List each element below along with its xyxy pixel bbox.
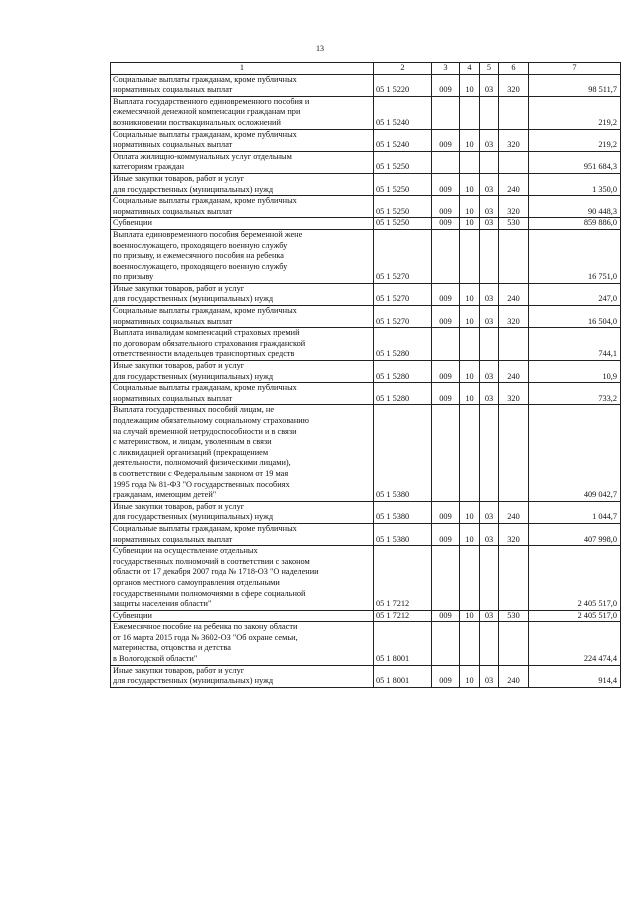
cell-department [432, 546, 460, 611]
name-line: нормативных социальных выплат [113, 393, 233, 403]
table-row [111, 218, 621, 230]
cell-subsection: 03 [480, 218, 499, 230]
name-line: военнослужащего, проходящего военную службу [113, 240, 288, 250]
name-line: нормативных социальных выплат [113, 85, 233, 95]
table-row [111, 405, 621, 501]
cell-expense-type: 320 [499, 74, 529, 96]
cell-name [111, 383, 374, 405]
name-line: для государственных (муниципальных) нужд [113, 371, 274, 381]
cell-amount: 98 511,7 [529, 74, 621, 96]
cell-department: 009 [432, 196, 460, 218]
table-row [111, 306, 621, 328]
column-header: 3 [432, 63, 460, 75]
cell-section: 10 [460, 196, 480, 218]
cell-amount: 744,1 [529, 328, 621, 361]
cell-name [111, 523, 374, 545]
name-line: Социальные выплаты гражданам, кроме публичных [113, 383, 297, 393]
cell-subsection [480, 405, 499, 501]
name-line: материнства, отцовства и детства [113, 643, 231, 653]
name-line: для государственных (муниципальных) нужд [113, 184, 274, 194]
cell-section [460, 328, 480, 361]
name-line: деятельности, полномочий физическими лицами), [113, 458, 291, 468]
cell-name [111, 229, 374, 283]
cell-section [460, 405, 480, 501]
column-header: 2 [374, 63, 432, 75]
name-line: в соответствии с Федеральным законом от 19 мая [113, 468, 289, 478]
table-row [111, 173, 621, 195]
cell-subsection: 03 [480, 501, 499, 523]
cell-name [111, 74, 374, 96]
cell-amount: 2 405 517,0 [529, 610, 621, 622]
name-line: категориям граждан [113, 162, 185, 172]
cell-name [111, 196, 374, 218]
name-line: Выплата инвалидам компенсаций страховых премий [113, 328, 300, 338]
name-line: Социальные выплаты гражданам, кроме публичных [113, 196, 297, 206]
cell-subsection: 03 [480, 361, 499, 383]
table-row [111, 361, 621, 383]
cell-target-article: 05 1 5250 [374, 151, 432, 173]
table-row [111, 665, 621, 687]
cell-target-article: 05 1 5250 [374, 196, 432, 218]
name-line: нормативных социальных выплат [113, 316, 233, 326]
cell-name [111, 328, 374, 361]
cell-name [111, 610, 374, 622]
cell-section: 10 [460, 306, 480, 328]
cell-amount: 733,2 [529, 383, 621, 405]
cell-expense-type: 320 [499, 523, 529, 545]
cell-section: 10 [460, 218, 480, 230]
cell-target-article: 05 1 5250 [374, 218, 432, 230]
name-line: для государственных (муниципальных) нужд [113, 676, 274, 686]
cell-name [111, 665, 374, 687]
cell-section: 10 [460, 173, 480, 195]
cell-name [111, 129, 374, 151]
cell-expense-type [499, 96, 529, 129]
name-line: Оплата жилищно-коммунальных услуг отдельным [113, 151, 292, 161]
cell-subsection: 03 [480, 74, 499, 96]
name-line: Субвенции [113, 610, 152, 620]
cell-subsection: 03 [480, 306, 499, 328]
table-row [111, 283, 621, 305]
cell-amount: 1 350,0 [529, 173, 621, 195]
name-line: государственными полномочиями в сфере социальной [113, 588, 306, 598]
name-line: Социальные выплаты гражданам, кроме публичных [113, 129, 297, 139]
cell-department: 009 [432, 501, 460, 523]
cell-department: 009 [432, 610, 460, 622]
cell-expense-type [499, 229, 529, 283]
cell-target-article: 05 1 5380 [374, 405, 432, 501]
cell-target-article: 05 1 8001 [374, 622, 432, 665]
cell-department: 009 [432, 74, 460, 96]
cell-expense-type [499, 328, 529, 361]
table-row [111, 196, 621, 218]
name-line: Иные закупки товаров, работ и услуг [113, 665, 245, 675]
cell-section: 10 [460, 383, 480, 405]
name-line: Выплата государственных пособий лицам, не [113, 405, 275, 415]
cell-target-article: 05 1 5280 [374, 328, 432, 361]
cell-target-article: 05 1 5240 [374, 129, 432, 151]
cell-target-article: 05 1 5270 [374, 229, 432, 283]
name-line: с материнством, и лицам, уволенным в связи [113, 437, 272, 447]
cell-amount: 247,0 [529, 283, 621, 305]
name-line: Социальные выплаты гражданам, кроме публичных [113, 306, 297, 316]
name-line: ежемесячной денежной компенсации гражданам при [113, 107, 301, 117]
name-line: по договорам обязательного страхования гражданской [113, 338, 306, 348]
table-row [111, 610, 621, 622]
name-line: от 16 марта 2015 года № 3602-ОЗ "Об охране семьи, [113, 632, 298, 642]
cell-expense-type: 320 [499, 306, 529, 328]
cell-expense-type [499, 151, 529, 173]
cell-amount: 951 684,3 [529, 151, 621, 173]
column-header: 5 [480, 63, 499, 75]
cell-department [432, 96, 460, 129]
cell-target-article: 05 1 5380 [374, 523, 432, 545]
cell-expense-type: 320 [499, 196, 529, 218]
cell-expense-type: 530 [499, 610, 529, 622]
cell-amount: 859 886,0 [529, 218, 621, 230]
name-line: Субвенции на осуществление отдельных [113, 546, 258, 556]
cell-expense-type: 240 [499, 173, 529, 195]
cell-subsection: 03 [480, 129, 499, 151]
cell-subsection: 03 [480, 610, 499, 622]
name-line: Ежемесячное пособие на ребенка по закону области [113, 622, 298, 632]
cell-section [460, 622, 480, 665]
name-line: военнослужащего, проходящего военную службу [113, 261, 288, 271]
name-line: возникновении поствакцинальных осложнений [113, 117, 281, 127]
cell-department [432, 328, 460, 361]
name-line: Выплата единовременного пособия беременной жене [113, 229, 303, 239]
cell-expense-type: 240 [499, 501, 529, 523]
name-line: на случай временной нетрудоспособности и в связи [113, 426, 297, 436]
cell-section: 10 [460, 665, 480, 687]
cell-name [111, 306, 374, 328]
cell-target-article: 05 1 5280 [374, 361, 432, 383]
cell-department: 009 [432, 306, 460, 328]
cell-section [460, 96, 480, 129]
column-header: 4 [460, 63, 480, 75]
cell-amount: 2 405 517,0 [529, 546, 621, 611]
cell-amount: 409 042,7 [529, 405, 621, 501]
header-row [111, 63, 621, 75]
cell-target-article: 05 1 5270 [374, 306, 432, 328]
cell-subsection: 03 [480, 283, 499, 305]
cell-section: 10 [460, 74, 480, 96]
cell-section [460, 229, 480, 283]
cell-name [111, 283, 374, 305]
cell-expense-type: 240 [499, 361, 529, 383]
cell-target-article: 05 1 7212 [374, 546, 432, 611]
cell-section: 10 [460, 610, 480, 622]
name-line: защиты населения области" [113, 599, 212, 609]
table-row [111, 523, 621, 545]
cell-department [432, 622, 460, 665]
cell-target-article: 05 1 5270 [374, 283, 432, 305]
table-row [111, 129, 621, 151]
cell-target-article: 05 1 5250 [374, 173, 432, 195]
table-row [111, 229, 621, 283]
name-line: области от 17 декабря 2007 года № 1718-ОЗ "О наделении [113, 567, 319, 577]
name-line: Иные закупки товаров, работ и услуг [113, 501, 245, 511]
cell-target-article: 05 1 5220 [374, 74, 432, 96]
cell-target-article: 05 1 5280 [374, 383, 432, 405]
cell-department: 009 [432, 283, 460, 305]
cell-section [460, 546, 480, 611]
cell-department: 009 [432, 173, 460, 195]
name-line: Выплата государственного единовременного пособия и [113, 96, 310, 106]
table-row [111, 546, 621, 611]
cell-section: 10 [460, 523, 480, 545]
name-line: Социальные выплаты гражданам, кроме публичных [113, 74, 297, 84]
cell-subsection [480, 151, 499, 173]
name-line: государственных полномочий в соответствии с законом [113, 556, 310, 566]
cell-expense-type [499, 622, 529, 665]
cell-department [432, 229, 460, 283]
name-line: по призыву, и ежемесячного пособия на ребенка [113, 251, 284, 261]
name-line: гражданам, имеющим детей" [113, 490, 217, 500]
cell-expense-type: 240 [499, 665, 529, 687]
cell-subsection [480, 328, 499, 361]
table-row [111, 328, 621, 361]
cell-target-article: 05 1 5240 [374, 96, 432, 129]
cell-department: 009 [432, 383, 460, 405]
table-row [111, 96, 621, 129]
column-header: 6 [499, 63, 529, 75]
name-line: Иные закупки товаров, работ и услуг [113, 283, 245, 293]
cell-subsection: 03 [480, 173, 499, 195]
cell-subsection: 03 [480, 196, 499, 218]
cell-amount: 219,2 [529, 96, 621, 129]
cell-department: 009 [432, 523, 460, 545]
name-line: подлежащим обязательному социальному страхованию [113, 416, 309, 425]
cell-name [111, 218, 374, 230]
table-row [111, 501, 621, 523]
cell-name [111, 96, 374, 129]
cell-amount: 10,9 [529, 361, 621, 383]
cell-amount: 219,2 [529, 129, 621, 151]
cell-expense-type [499, 546, 529, 611]
name-line: с ликвидацией организаций (прекращением [113, 447, 269, 457]
cell-name [111, 405, 374, 501]
cell-name [111, 546, 374, 611]
name-line: Иные закупки товаров, работ и услуг [113, 361, 245, 371]
name-line: ответственности владельцев транспортных средств [113, 349, 295, 359]
name-line: Субвенции [113, 218, 152, 228]
cell-amount: 16 751,0 [529, 229, 621, 283]
cell-subsection [480, 229, 499, 283]
cell-amount: 16 504,0 [529, 306, 621, 328]
page-number: 13 [316, 44, 324, 53]
name-line: Социальные выплаты гражданам, кроме публичных [113, 523, 297, 533]
cell-subsection: 03 [480, 523, 499, 545]
cell-expense-type: 530 [499, 218, 529, 230]
table-row [111, 151, 621, 173]
name-line: в Вологодской области" [113, 654, 198, 664]
name-line: нормативных социальных выплат [113, 534, 233, 544]
cell-amount: 1 044,7 [529, 501, 621, 523]
name-line: Иные закупки товаров, работ и услуг [113, 173, 245, 183]
cell-target-article: 05 1 5380 [374, 501, 432, 523]
cell-section: 10 [460, 361, 480, 383]
cell-department: 009 [432, 361, 460, 383]
cell-name [111, 173, 374, 195]
cell-amount: 914,4 [529, 665, 621, 687]
cell-subsection [480, 622, 499, 665]
cell-subsection [480, 96, 499, 129]
cell-section [460, 151, 480, 173]
name-line: нормативных социальных выплат [113, 206, 233, 216]
name-line: органов местного самоуправления отдельными [113, 577, 280, 587]
cell-department [432, 151, 460, 173]
table-row [111, 622, 621, 665]
table-row [111, 383, 621, 405]
name-line: для государственных (муниципальных) нужд [113, 512, 274, 522]
cell-name [111, 501, 374, 523]
cell-name [111, 361, 374, 383]
cell-amount: 407 998,0 [529, 523, 621, 545]
cell-expense-type: 240 [499, 283, 529, 305]
cell-department: 009 [432, 665, 460, 687]
cell-subsection [480, 546, 499, 611]
cell-name [111, 151, 374, 173]
table-row [111, 74, 621, 96]
name-line: для государственных (муниципальных) нужд [113, 294, 274, 304]
name-line: 1995 года № 81-ФЗ "О государственных пособиях [113, 479, 290, 489]
cell-amount: 90 448,3 [529, 196, 621, 218]
cell-expense-type [499, 405, 529, 501]
cell-department: 009 [432, 218, 460, 230]
budget-table [110, 62, 621, 688]
cell-name [111, 622, 374, 665]
cell-section: 10 [460, 501, 480, 523]
column-header: 1 [111, 63, 374, 75]
cell-subsection: 03 [480, 383, 499, 405]
cell-section: 10 [460, 129, 480, 151]
cell-expense-type: 320 [499, 129, 529, 151]
name-line: нормативных социальных выплат [113, 140, 233, 150]
cell-department: 009 [432, 129, 460, 151]
name-line: по призыву [113, 272, 154, 282]
cell-expense-type: 320 [499, 383, 529, 405]
column-header: 7 [529, 63, 621, 75]
cell-subsection: 03 [480, 665, 499, 687]
cell-department [432, 405, 460, 501]
cell-target-article: 05 1 7212 [374, 610, 432, 622]
cell-section: 10 [460, 283, 480, 305]
cell-amount: 224 474,4 [529, 622, 621, 665]
cell-target-article: 05 1 8001 [374, 665, 432, 687]
